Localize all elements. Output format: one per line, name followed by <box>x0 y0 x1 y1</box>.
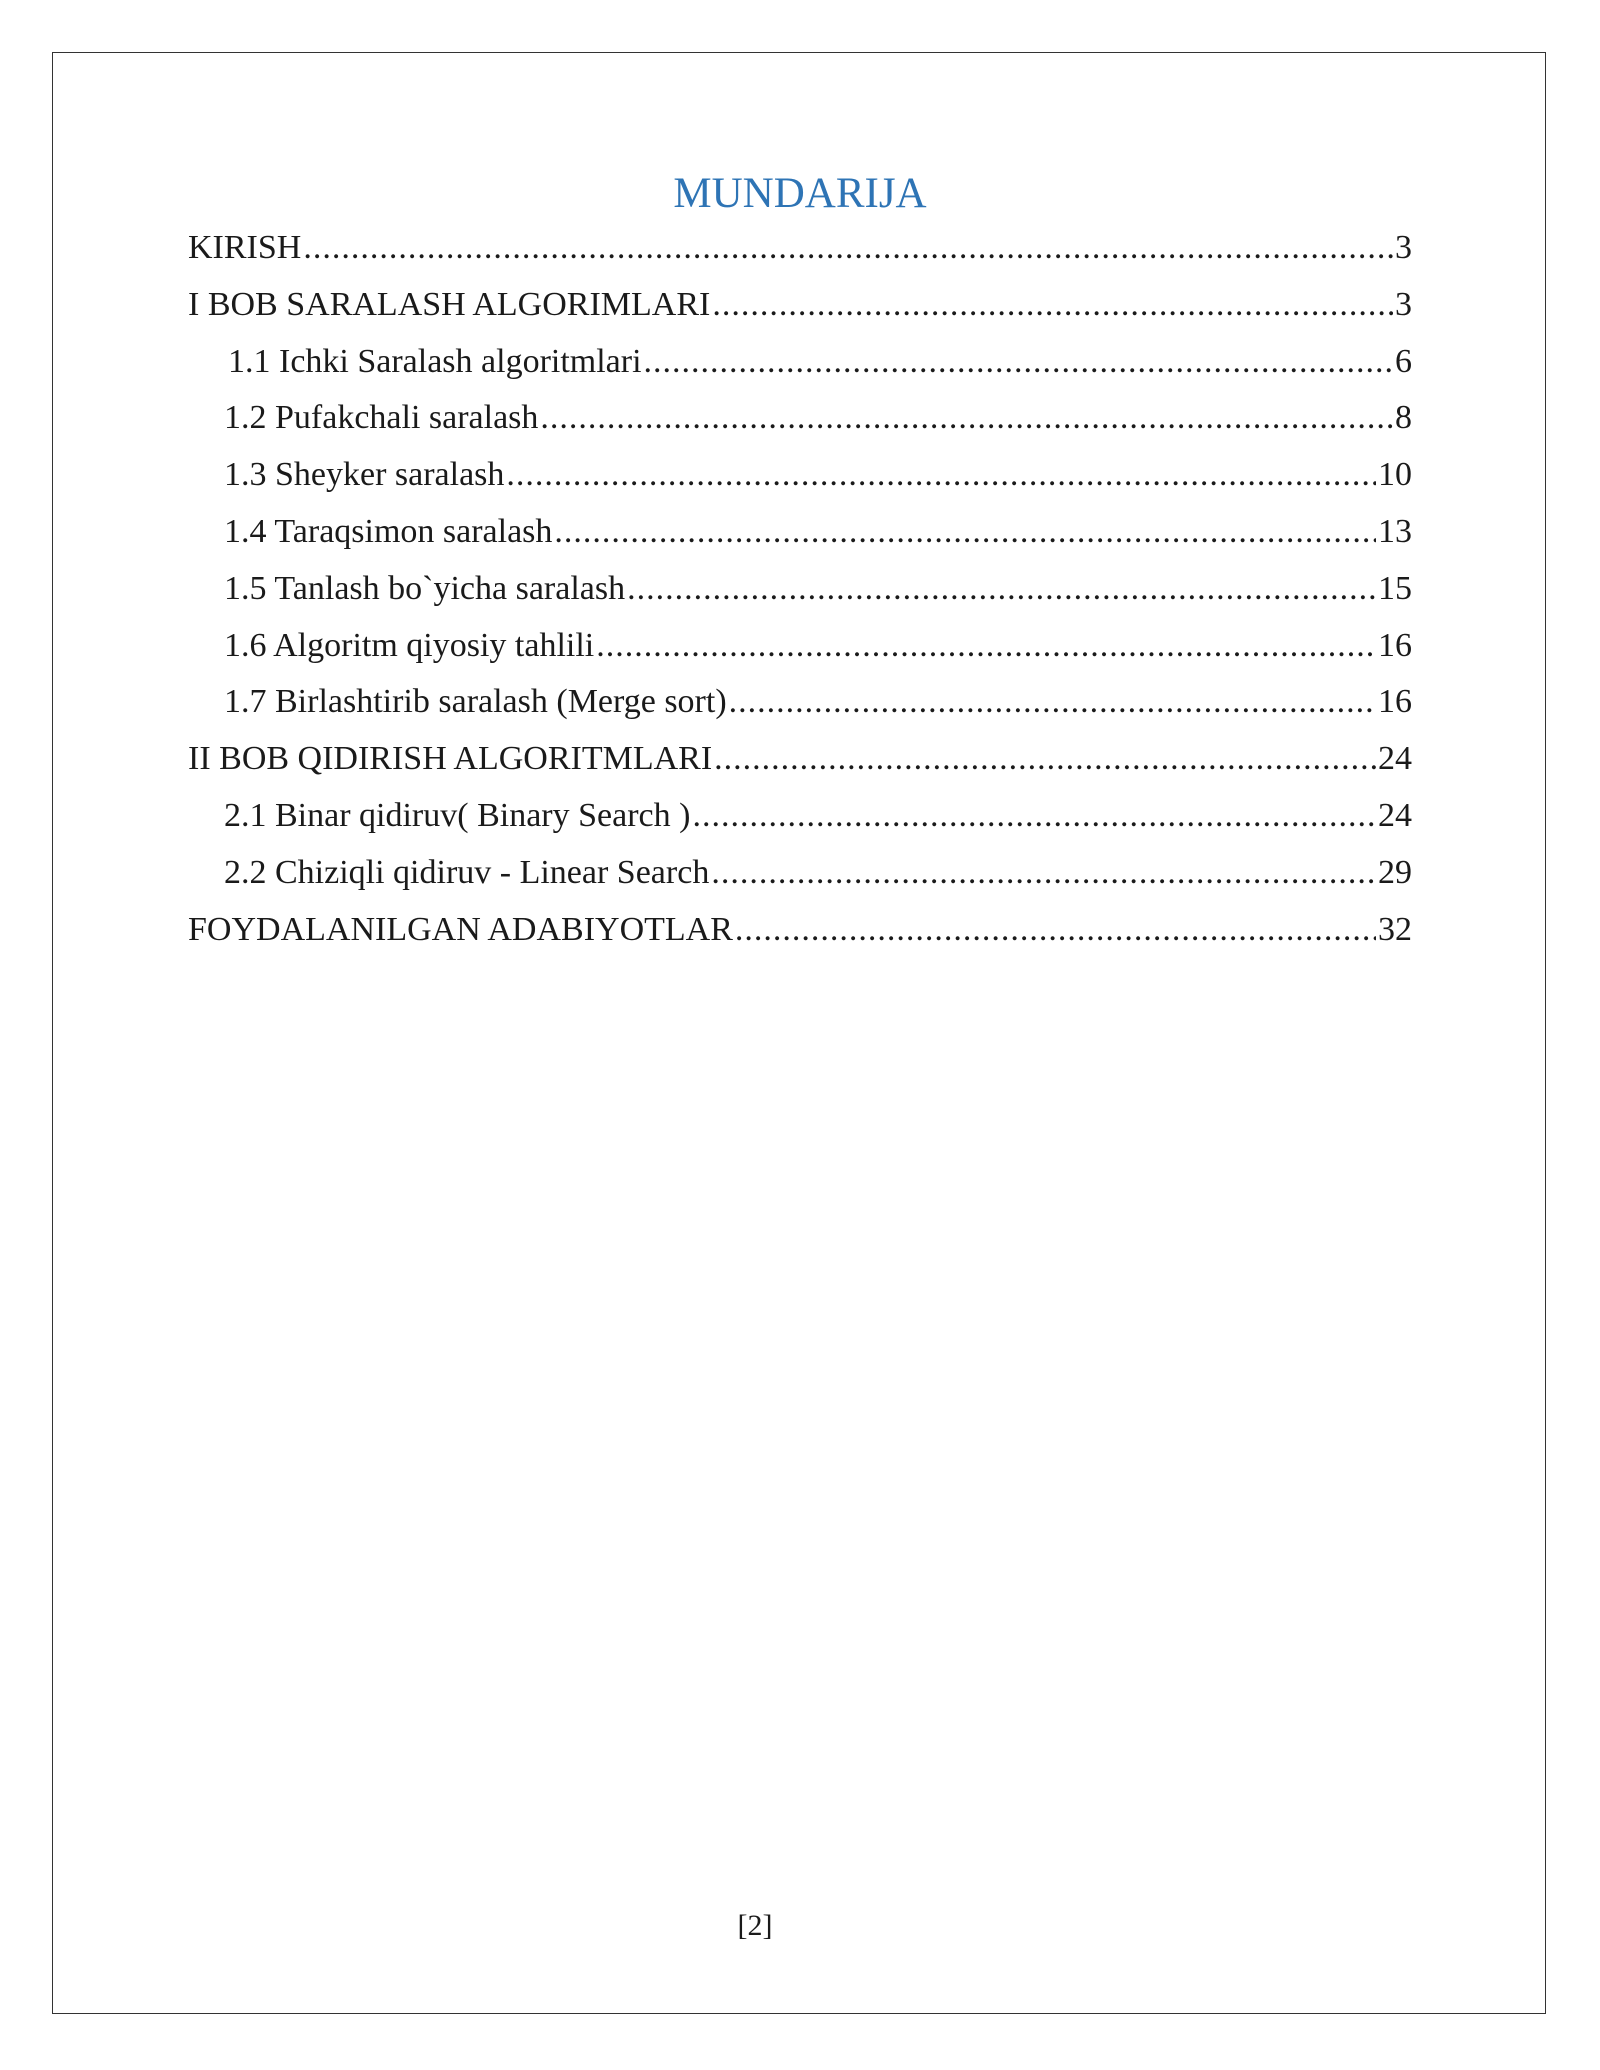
dot-leader <box>506 447 1376 504</box>
toc-entry-section-1-5[interactable] <box>188 561 1412 618</box>
toc-entry-page: 8 <box>1395 399 1412 437</box>
dot-leader <box>711 845 1376 902</box>
toc-entry-label: 2.2 Chiziqli qidiruv - Linear Search <box>224 853 710 891</box>
toc-entry-section-2-2[interactable] <box>188 845 1412 902</box>
toc-entry-label: 1.1 Ichki Saralash algoritmlari <box>228 342 642 380</box>
toc-entry-label: 1.6 Algoritm qiyosiy tahlili <box>224 626 595 664</box>
toc-entry-page: 15 <box>1378 569 1412 607</box>
toc-entry-section-1-1[interactable] <box>188 334 1412 391</box>
toc-entry-page: 16 <box>1378 626 1412 664</box>
toc-entry-page: 24 <box>1378 796 1412 834</box>
toc-entry-section-1-6[interactable] <box>188 618 1412 675</box>
toc-entry-page: 29 <box>1378 853 1412 891</box>
toc-entry-label: KIRISH <box>188 229 302 266</box>
toc-entry-label: I BOB SARALASH ALGORIMLARI <box>188 285 711 323</box>
dot-leader <box>554 504 1376 561</box>
dot-leader <box>627 561 1376 618</box>
dot-leader <box>644 334 1393 391</box>
toc-entry-label: FOYDALANILGAN ADABIYOTLAR <box>188 910 733 948</box>
toc-entry-kirish[interactable] <box>188 220 1412 277</box>
dot-leader <box>540 390 1393 447</box>
toc-entry-label: 1.2 Pufakchali saralash <box>224 399 539 437</box>
toc-entry-label: 1.5 Tanlash bo`yicha saralash <box>224 569 626 607</box>
toc-entry-references[interactable] <box>188 902 1412 959</box>
toc-entry-label: 1.7 Birlashtirib saralash (Merge sort) <box>224 683 727 721</box>
toc-entry-label: 1.3 Sheyker saralash <box>224 456 505 494</box>
toc-entry-page: 24 <box>1378 740 1412 778</box>
page-title: MUNDARIJA <box>673 170 927 217</box>
toc-entry-page: 32 <box>1378 910 1412 948</box>
toc-entry-label: 1.4 Taraqsimon saralash <box>224 512 553 550</box>
toc-entry-section-1-7[interactable] <box>188 674 1412 731</box>
toc-entry-page: 3 <box>1395 229 1412 266</box>
dot-leader <box>712 277 1393 334</box>
toc-entry-page: 6 <box>1395 342 1412 380</box>
toc-entry-section-1-3[interactable] <box>188 447 1412 504</box>
toc-entry-page: 3 <box>1395 285 1412 323</box>
dot-leader <box>729 674 1376 731</box>
dot-leader <box>714 731 1376 788</box>
toc-entry-page: 13 <box>1378 512 1412 550</box>
toc-entry-section-2-1[interactable] <box>188 788 1412 845</box>
table-of-contents <box>188 220 1412 958</box>
toc-entry-page: 16 <box>1378 683 1412 721</box>
toc-entry-section-1-2[interactable] <box>188 390 1412 447</box>
toc-entry-page: 10 <box>1378 456 1412 494</box>
toc-entry-label: II BOB QIDIRISH ALGORITMLARI <box>188 740 713 778</box>
toc-entry-section-1-4[interactable] <box>188 504 1412 561</box>
dot-leader <box>692 788 1376 845</box>
toc-entry-label: 2.1 Binar qidiruv( Binary Search ) <box>224 796 691 834</box>
toc-entry-chapter-2[interactable] <box>188 731 1412 788</box>
dot-leader <box>596 618 1376 675</box>
page-number: [2] <box>737 1909 773 1942</box>
toc-entry-chapter-1[interactable] <box>188 277 1412 334</box>
dot-leader <box>303 220 1393 277</box>
dot-leader <box>735 902 1376 959</box>
